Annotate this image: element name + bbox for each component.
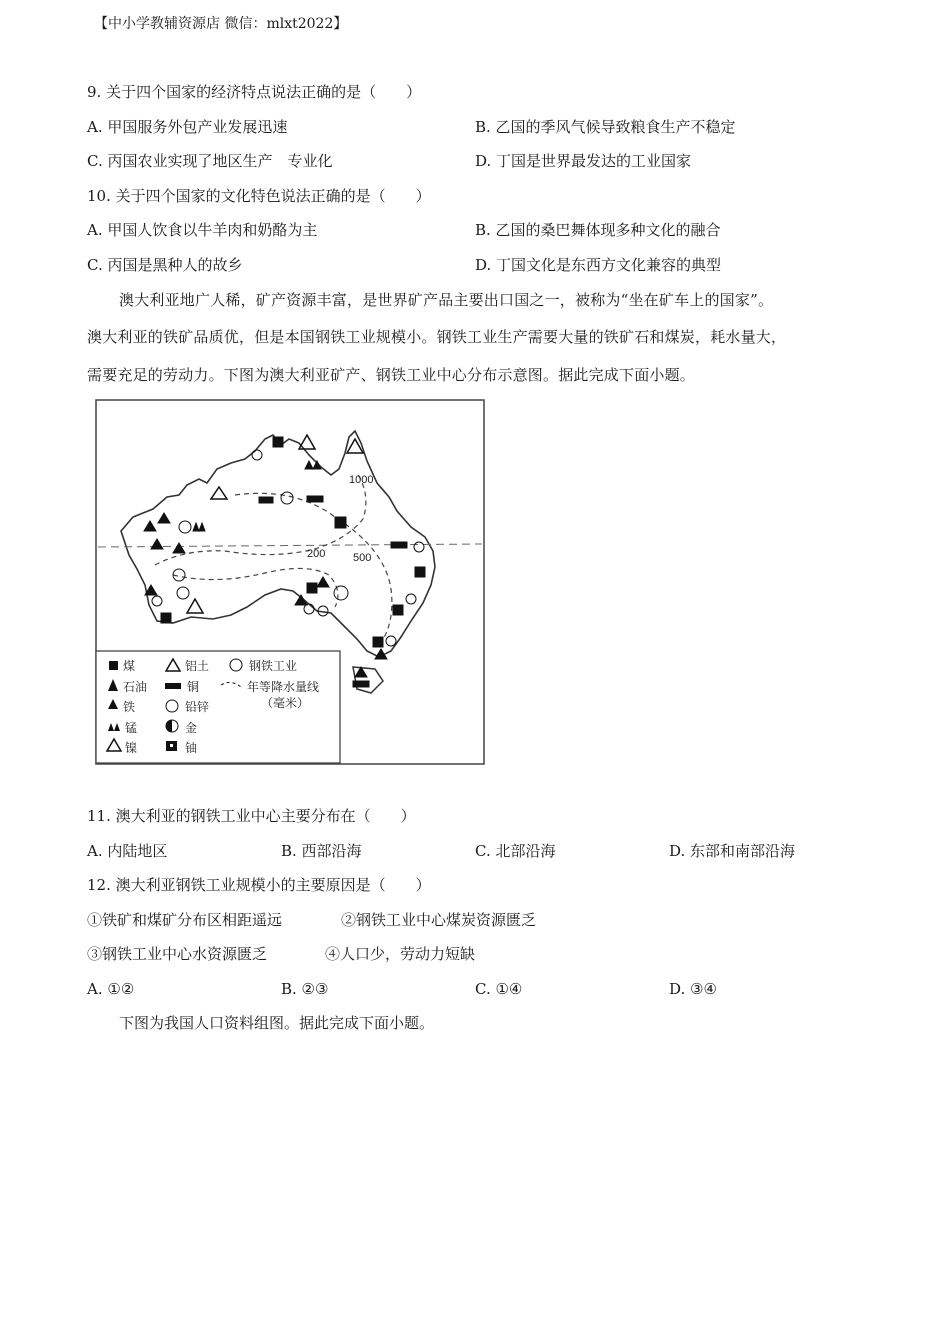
isoline-label-1000: 1000 (349, 474, 374, 486)
legend-oil-label: 石油 (123, 680, 148, 694)
legend-nickel-label: 镍 (125, 741, 138, 755)
question-9-option-d: D. 丁国是世界最发达的工业国家 (475, 152, 692, 170)
legend-isohyet-unit: （毫米） (261, 696, 310, 710)
legend-copper-label: 铜 (187, 680, 200, 694)
uranium-symbol (273, 437, 283, 447)
question-9-option-b: B. 乙国的季风气候导致粮食生产不稳定 (475, 118, 736, 136)
copper-symbol (391, 542, 407, 548)
passage-line-2: 澳大利亚的铁矿品质优，但是本国钢铁工业规模小。钢铁工业生产需要大量的铁矿石和煤炭，耗水量大， (87, 328, 787, 346)
question-12-statement-1: ①铁矿和煤矿分布区相距遥远 (87, 911, 283, 929)
question-9-option-c: C. 丙国农业实现了地区生产 专业化 (87, 152, 333, 170)
legend-uranium-dot (170, 744, 173, 747)
coal-symbol (161, 613, 171, 623)
question-11-option-b: B. 西部沿海 (281, 842, 362, 860)
passage-line-1: 澳大利亚地广人稀，矿产资源丰富，是世界矿产品主要出口国之一，被称为“坐在矿车上的国家”。 (119, 291, 774, 309)
question-11-stem: 11. 澳大利亚的钢铁工业中心主要分布在（ ） (87, 807, 416, 825)
copper-symbol (259, 497, 273, 503)
coal-symbol (393, 605, 403, 615)
coal-symbol (307, 583, 317, 593)
legend-manganese-label: 锰 (125, 721, 138, 735)
legend-copper-icon (165, 683, 181, 689)
next-section-intro: 下图为我国人口资料组图。据此完成下面小题。 (119, 1014, 435, 1032)
question-10-stem: 10. 关于四个国家的文化特色说法正确的是（ ） (87, 187, 431, 205)
passage-line-3: 需要充足的劳动力。下图为澳大利亚矿产、钢铁工业中心分布示意图。据此完成下面小题。 (87, 366, 696, 384)
copper-symbol (307, 496, 323, 502)
question-12-option-b: B. ②③ (281, 980, 329, 998)
question-9-stem: 9. 关于四个国家的经济特点说法正确的是（ ） (87, 83, 422, 101)
question-11-option-d: D. 东部和南部沿海 (669, 842, 796, 860)
question-10-option-c: C. 丙国是黑种人的故乡 (87, 256, 243, 274)
question-12-statement-3: ③钢铁工业中心水资源匮乏 (87, 945, 268, 963)
question-10-option-b: B. 乙国的桑巴舞体现多种文化的融合 (475, 221, 721, 239)
legend-coal-label: 煤 (123, 659, 136, 673)
legend-isohyet-label: 年等降水量线 (247, 680, 320, 694)
question-12-statement-4: ④人口少，劳动力短缺 (325, 945, 476, 963)
legend-iron-label: 铁 (123, 700, 136, 714)
question-11-option-a: A. 内陆地区 (87, 842, 168, 860)
question-12-stem: 12. 澳大利亚钢铁工业规模小的主要原因是（ ） (87, 876, 431, 894)
question-10-option-a: A. 甲国人饮食以牛羊肉和奶酪为主 (87, 221, 318, 239)
question-10-option-d: D. 丁国文化是东西方文化兼容的典型 (475, 256, 722, 274)
question-12-option-d: D. ③④ (669, 980, 717, 998)
question-12-statement-2: ②钢铁工业中心煤炭资源匮乏 (341, 911, 537, 929)
legend-uranium-label: 铀 (185, 741, 198, 755)
coal-symbol (373, 637, 383, 647)
uranium-symbol (335, 517, 346, 528)
australia-mineral-map (95, 399, 485, 765)
question-12-option-c: C. ①④ (475, 980, 523, 998)
isoline-label-200: 200 (307, 548, 326, 560)
legend-bauxite-label: 铝土 (185, 659, 210, 673)
copper-symbol (353, 681, 369, 687)
isoline-label-500: 500 (353, 552, 372, 564)
page-header: 【中小学教辅资源店 微信：mlxt2022】 (94, 16, 348, 32)
legend-gold-label: 金 (185, 721, 198, 735)
legend-coal-icon (109, 661, 118, 670)
legend-steel-label: 钢铁工业 (249, 659, 298, 673)
question-11-option-c: C. 北部沿海 (475, 842, 556, 860)
coal-symbol (415, 567, 425, 577)
question-9-option-a: A. 甲国服务外包产业发展迅速 (87, 118, 288, 136)
question-12-option-a: A. ①② (87, 980, 135, 998)
legend-lead-zinc-label: 铅锌 (185, 700, 210, 714)
